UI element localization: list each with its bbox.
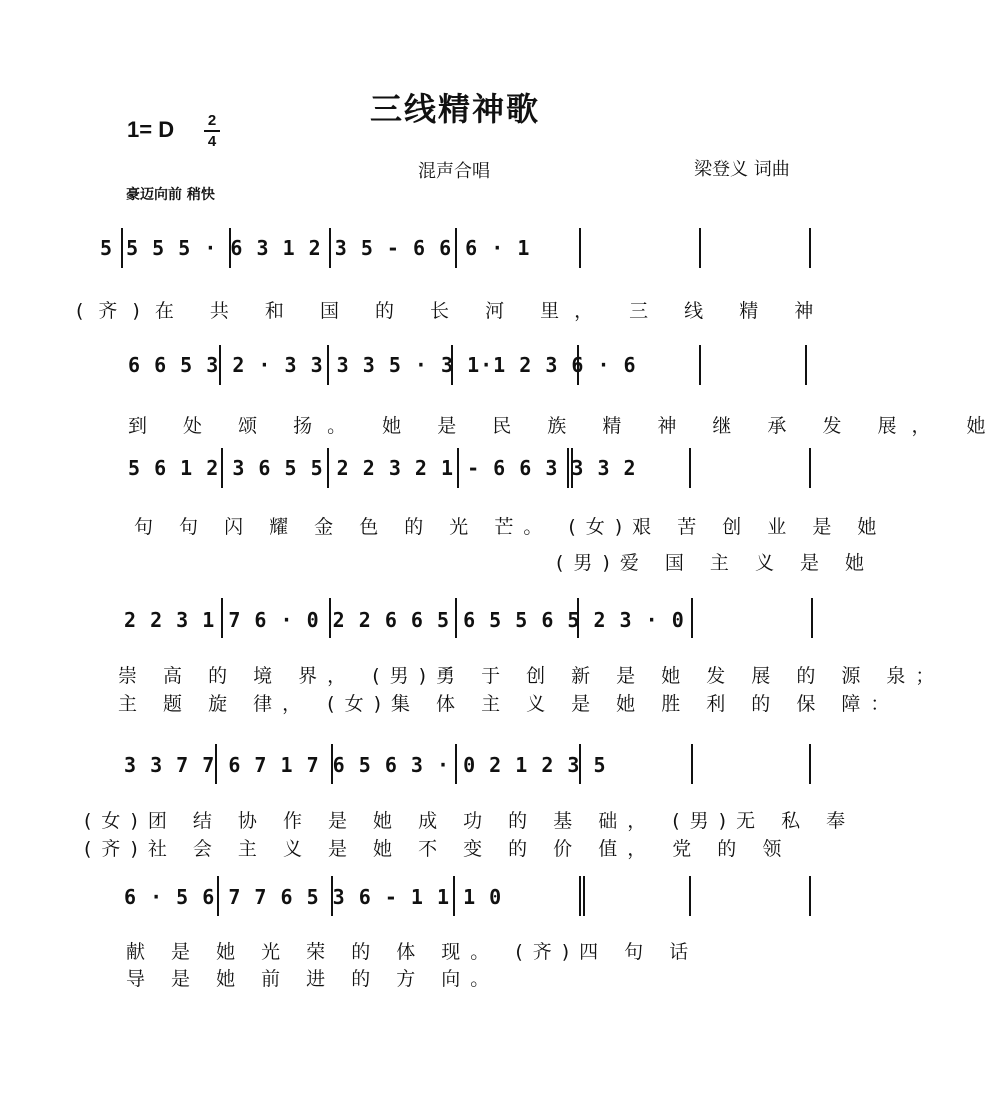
notes-text: 3 3 7 7 6 7 1 7 6 5 6 3 · 0 2 1 2 3 5 xyxy=(124,753,607,777)
notes-text: 6 6 5 3 2 · 3 3 3 3 5 · 3 1·1 2 3 6 · 6 xyxy=(128,353,637,377)
lyric-line-3b: (男)爱 国 主 义 是 她 xyxy=(556,552,875,574)
meter-bottom: 4 xyxy=(207,133,217,150)
lyric-line-4a: 崇 高 的 境 界， (男)勇 于 创 新 是 她 发 展 的 源 泉； xyxy=(118,665,945,687)
subtitle: 混声合唱 xyxy=(418,161,490,182)
meter-top: 2 xyxy=(207,112,217,129)
author-credit: 梁登义 词曲 xyxy=(694,159,790,180)
notes-text: 5 5 5 5 · 6 3 1 2 3 5 - 6 6 6 · 1 xyxy=(100,236,531,260)
key-signature: 1= D xyxy=(127,117,175,142)
lyric-line-4b: 主 题 旋 律， (女)集 体 主 义 是 她 胜 利 的 保 障： xyxy=(118,693,900,715)
song-title: 三线精神歌 xyxy=(369,90,540,128)
lyric-line-6b: 导 是 她 前 进 的 方 向。 xyxy=(126,968,500,990)
lyric-line-6a: 献 是 她 光 荣 的 体 现。 (齐)四 句 话 xyxy=(126,941,699,963)
tempo-marking: 豪迈向前 稍快 xyxy=(126,187,215,203)
lyric-line-5b: (齐)社 会 主 义 是 她 不 变 的 价 值， 党 的 领 xyxy=(84,838,792,860)
notes-text: 5 6 1 2 3 6 5 5 2 2 3 2 1 - 6 6 3 3 3 2 xyxy=(128,456,637,480)
notes-text: 6 · 5 6 7 7 6 5 3 6 - 1 1 1 0 xyxy=(124,885,503,909)
lyric-line-2a: 到 处 颂 扬。 她 是 民 族 精 神 继 承 发 展， 她 xyxy=(128,415,1001,437)
notes-text: 2 2 3 1 7 6 · 0 2 2 6 6 5 6 5 5 6 5 2 3 · 0 xyxy=(124,608,685,632)
lyric-line-1a: (齐)在 共 和 国 的 长 河 里， 三 线 精 神 xyxy=(76,300,829,322)
lyric-line-3a: 句 句 闪 耀 金 色 的 光 芒。 (女)艰 苦 创 业 是 她 xyxy=(134,516,887,538)
lyric-line-5a: (女)团 结 协 作 是 她 成 功 的 基 础， (男)无 私 奉 xyxy=(84,810,856,832)
